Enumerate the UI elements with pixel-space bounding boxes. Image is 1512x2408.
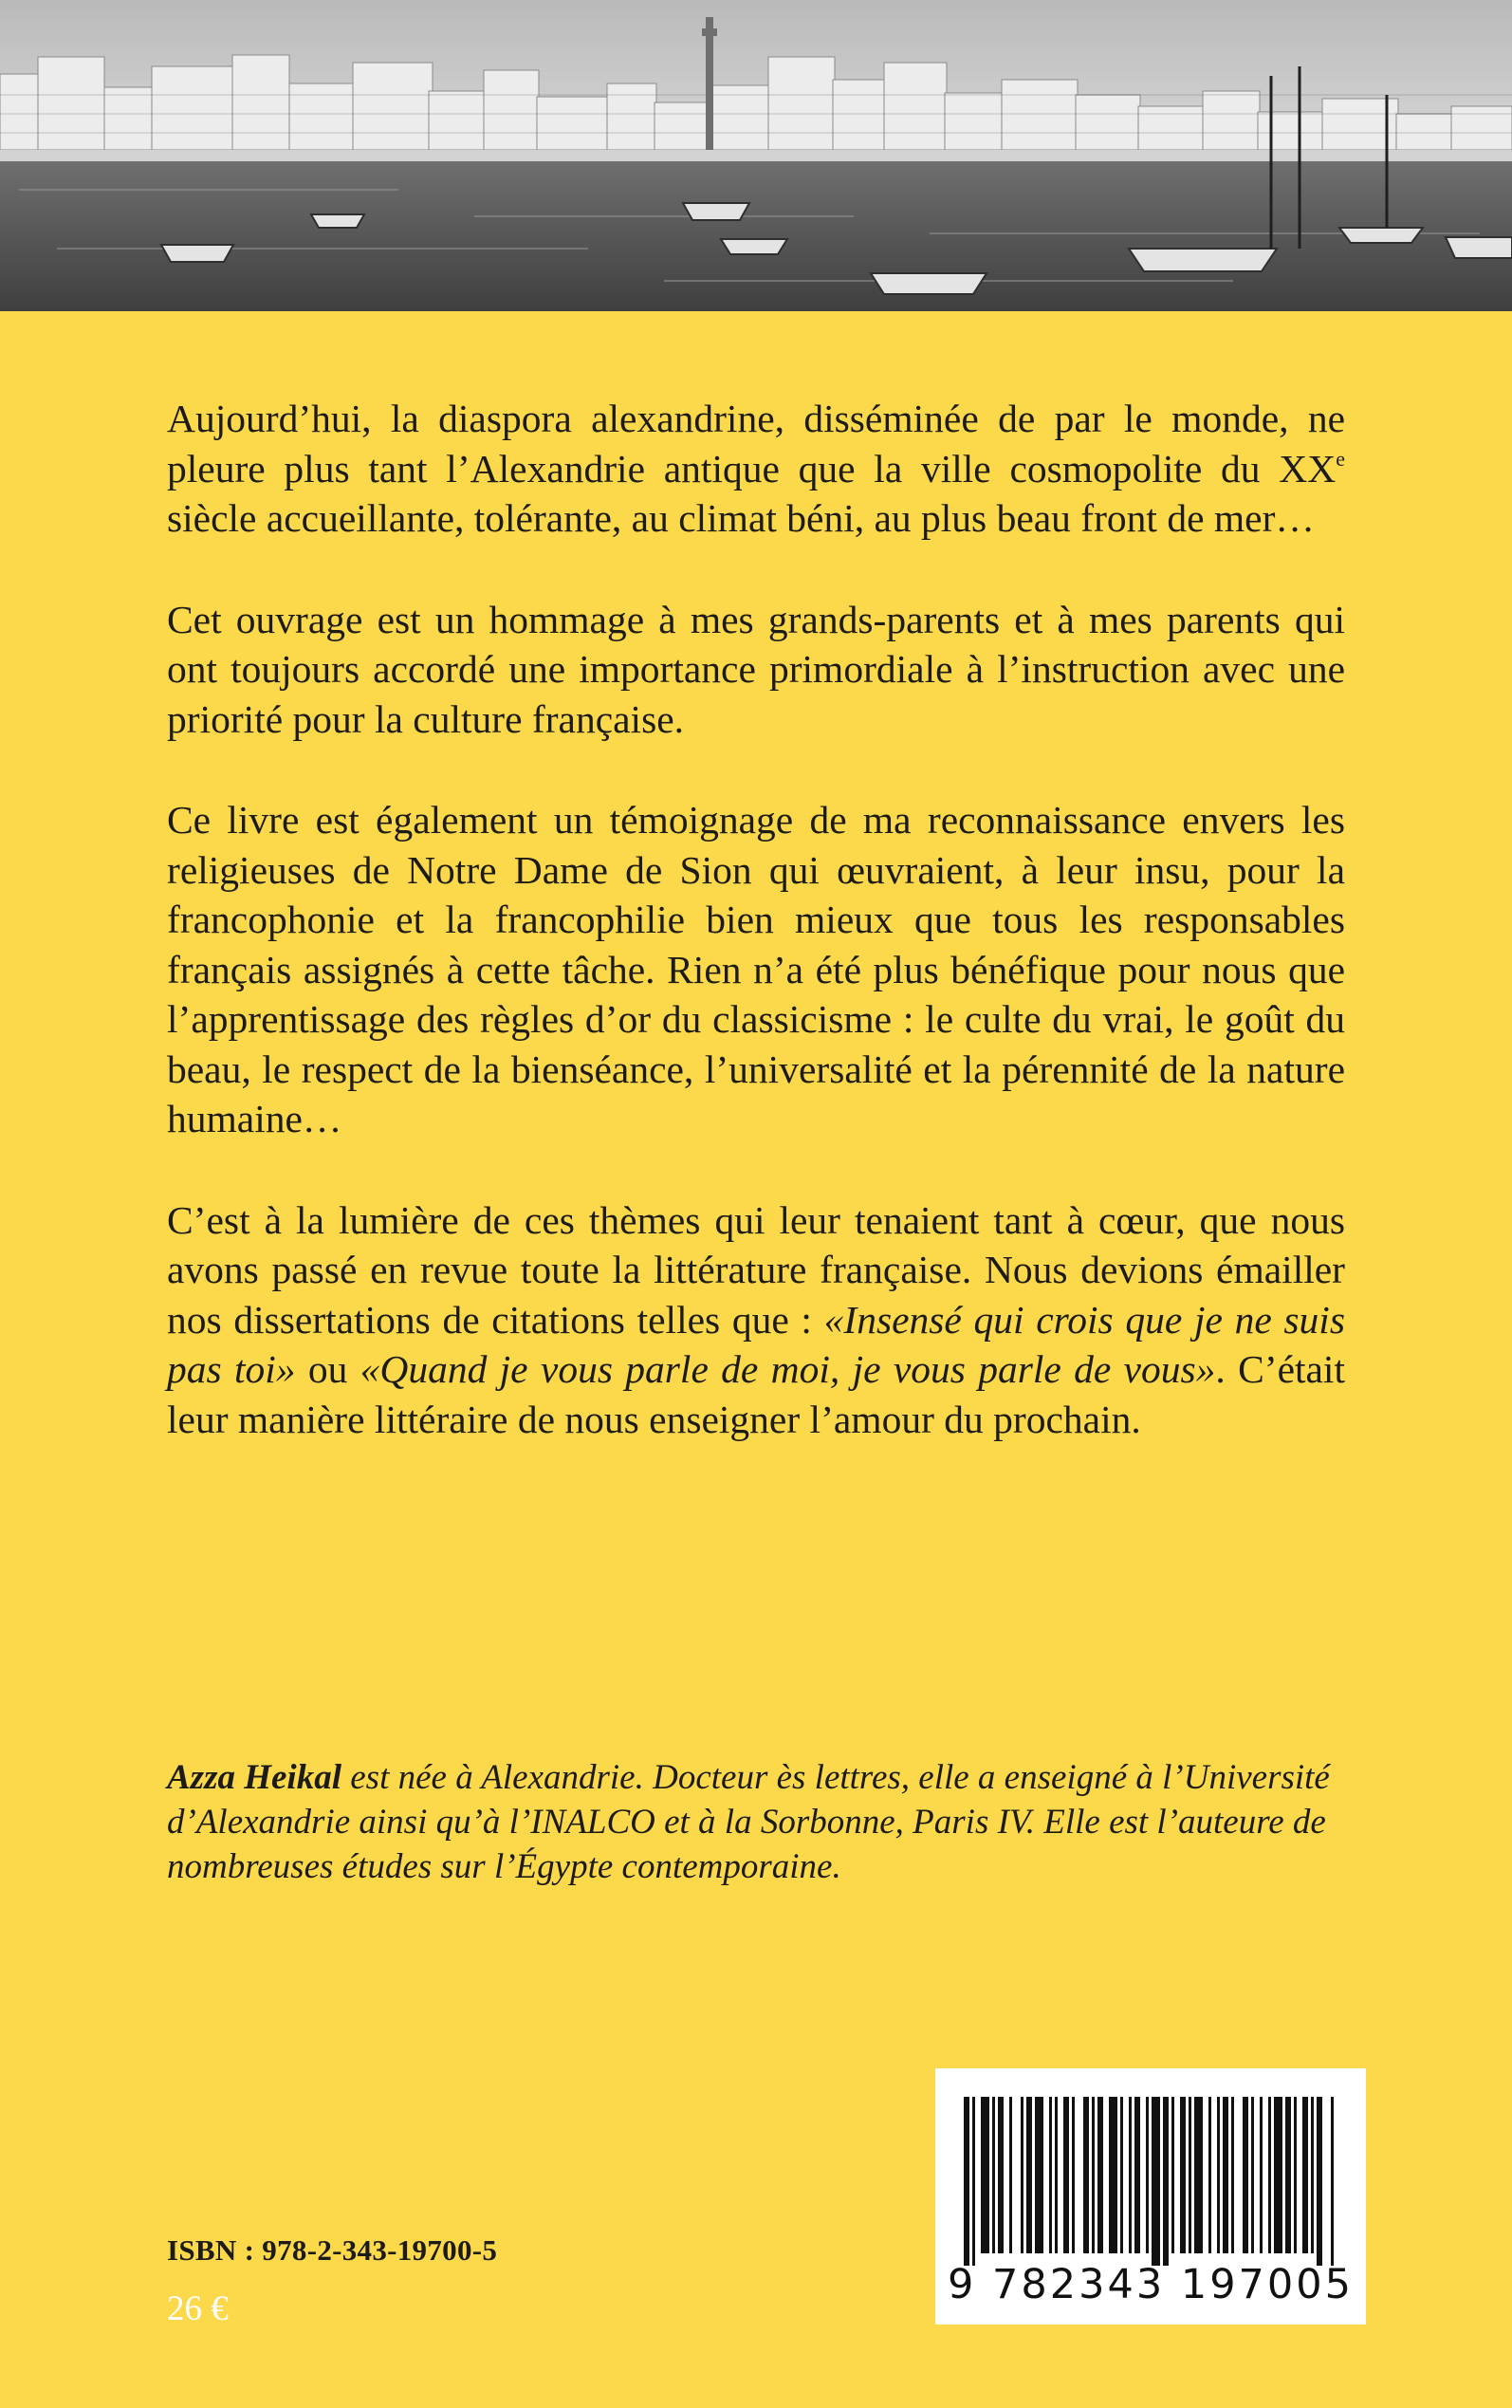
blurb-p4-intro: C’est à la lumière de ces thèmes qui leur tenaient tant à cœur, que nous avons passé en revue toute la littérature française. Nous devions émailler nos dissertations de citations telles que : — [167, 1197, 1345, 1342]
quotation-2: «Quand je vous parle de moi, je vous parle de vous» — [360, 1347, 1216, 1391]
blurb-paragraph-3: Ce livre est également un témoignage de ma reconnaissance envers les religieuses de Notre Dame de Sion qui œuvraient, à leur insu, pour la francophonie et la francophilie bien mieux que tous les responsables français assignés à cette tâche. Rien n’a été plus bénéfique pour nous que l’apprentissage des règles d’or du classicisme : le culte du vrai, le goût du beau, le respect de la bienséance, l’universalité et la pérennité de la nature humaine… — [167, 798, 1345, 1140]
barcode-bar — [1021, 2097, 1023, 2253]
barcode-bar — [1223, 2097, 1228, 2253]
barcode-bar — [1331, 2097, 1334, 2266]
barcode-bar — [1049, 2097, 1052, 2253]
barcode-bar — [1097, 2097, 1103, 2253]
author-bio-text: est née à Alexandrie. Docteur ès lettres, elle a enseigné à l’Université d’Alexandrie ainsi qu’à l’INALCO et à la Sorbonne, Paris IV. Elle est l’auteure de nombreuses études sur l’Égypte contemporaine. — [167, 1758, 1330, 1886]
blurb-paragraph-4 — [167, 1195, 1345, 1445]
barcode-bar — [1208, 2097, 1211, 2253]
barcode-bar — [1189, 2097, 1191, 2253]
barcode-bar — [992, 2097, 995, 2253]
barcode-bar — [1294, 2097, 1297, 2253]
barcode-bar — [1302, 2097, 1308, 2253]
barcode-bar — [1317, 2097, 1322, 2266]
century-superscript: e — [1336, 446, 1345, 471]
barcode-bar — [1243, 2097, 1248, 2253]
price-label: 26 € — [167, 2289, 229, 2328]
barcode-bar — [1285, 2097, 1291, 2253]
barcode-bar — [1311, 2097, 1314, 2253]
barcode-bar — [1231, 2097, 1234, 2253]
blurb-paragraph-1 — [167, 394, 1345, 544]
barcode-bar — [964, 2097, 969, 2266]
barcode-bar — [1163, 2097, 1169, 2266]
barcode-bar — [1194, 2097, 1203, 2253]
barcode-bar — [972, 2097, 975, 2266]
barcode-bar — [998, 2097, 1004, 2253]
back-cover-blurb — [167, 394, 1345, 1495]
barcode-bar — [1083, 2097, 1089, 2253]
blurb-p4-connector: ou — [295, 1347, 360, 1391]
blurb-p1-end: siècle accueillante, tolérante, au climat béni, au plus beau front de mer… — [167, 496, 1315, 540]
barcode-bar — [1134, 2097, 1140, 2253]
barcode-box — [935, 2068, 1366, 2325]
barcode-bar — [1260, 2097, 1263, 2253]
barcode-bar — [1055, 2097, 1058, 2253]
barcode-bar — [1109, 2097, 1117, 2253]
barcode-bar — [1251, 2097, 1254, 2253]
blurb-paragraph-2: Cet ouvrage est un hommage à mes grands-parents et à mes parents qui ont toujours accordé une importance primordiale à l’instruction avec une priorité pour la culture française. — [167, 597, 1345, 741]
barcode-bars — [964, 2097, 1337, 2266]
quotation-1: «Insensé qui crois que je ne suis pas toi» — [167, 1297, 1345, 1391]
barcode-bar — [1146, 2097, 1149, 2253]
barcode-bar — [1180, 2097, 1186, 2253]
barcode-bar — [1035, 2097, 1043, 2253]
barcode-bar — [1171, 2097, 1174, 2253]
author-bio — [167, 1755, 1345, 1889]
barcode-bar — [1268, 2097, 1271, 2253]
barcode-bar — [1217, 2097, 1220, 2253]
author-name: Azza Heikal — [167, 1758, 341, 1797]
barcode-bar — [1092, 2097, 1095, 2253]
barcode-bar — [1026, 2097, 1032, 2253]
barcode-bar — [1009, 2097, 1012, 2253]
barcode-bar — [1274, 2097, 1282, 2253]
barcode-bar — [1152, 2097, 1160, 2266]
blurb-p1-start: Aujourd’hui, la diaspora alexandrine, disséminée de par le monde, ne pleure plus tant l’Alexandrie antique que la ville cosmopolite du XX — [167, 397, 1345, 491]
seafront-photo-illustration — [0, 0, 1512, 311]
cover-photo-alexandria-seafront — [0, 0, 1512, 311]
barcode-bar — [981, 2097, 989, 2253]
barcode-digits: 9 782343 197005 — [948, 2261, 1354, 2308]
barcode-bar — [1063, 2097, 1069, 2253]
blurb-p4-outro: . C’était leur manière littéraire de nous enseigner l’amour du prochain. — [167, 1347, 1345, 1441]
barcode-bar — [1120, 2097, 1123, 2253]
barcode-bar — [1129, 2097, 1132, 2253]
isbn-label: ISBN : 978-2-343-19700-5 — [167, 2233, 498, 2267]
barcode-bar — [1072, 2097, 1075, 2253]
